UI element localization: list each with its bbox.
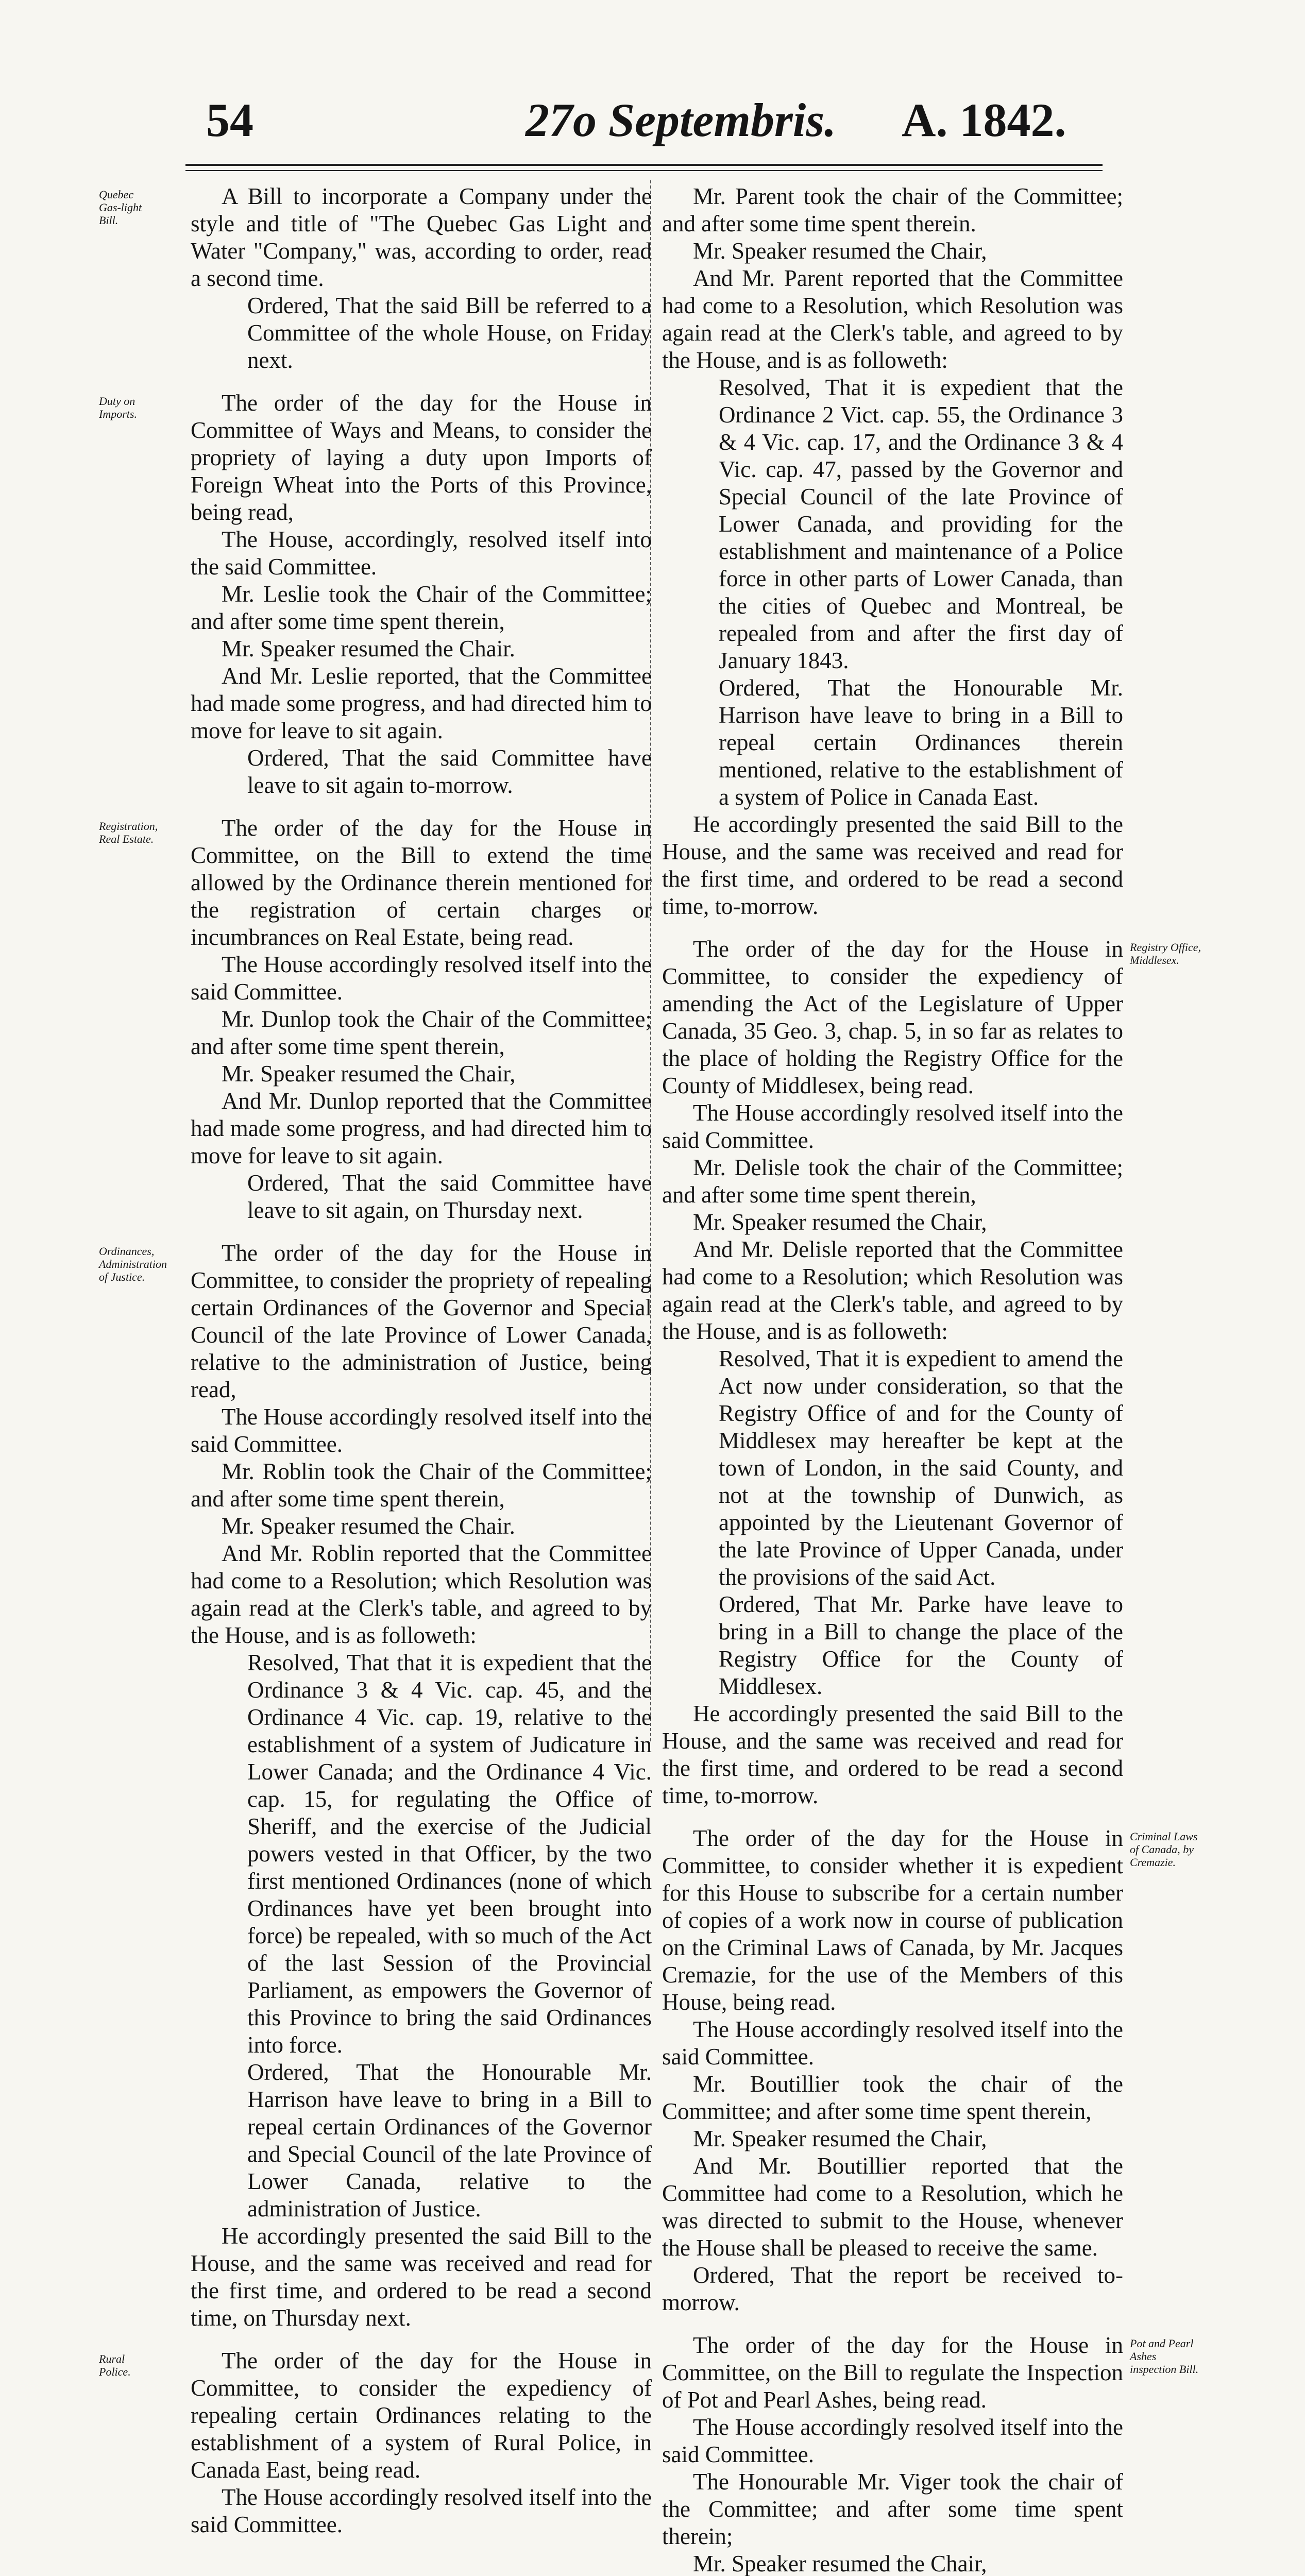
date-title: 27o Septembris. [526,94,837,146]
header-rule-thick [185,164,1103,166]
paragraph: The House, accordingly, resolved itself into the said Committee. [191,527,652,580]
paragraph: Ordered, That the said Committee have leave to sit again, on Thursday next. [247,1170,652,1223]
paragraph: Mr. Speaker resumed the Chair, [693,1209,987,1235]
paragraph: The House accordingly resolved itself into the said Committee. [191,2484,652,2537]
paragraph: Ordered, That the said Bill be referred to a Committee of the whole House, on Friday next. [247,293,652,373]
entry-quebec-gas-light-bill [99,183,652,374]
paragraph: Ordered, That the said Committee have leave to sit again to-morrow. [247,745,652,798]
page-number: 54 [206,94,253,146]
paragraph: And Mr. Leslie reported, that the Committee had made some progress, and had directed him to move for leave to sit again. [191,663,652,743]
paragraph: Ordered, That the Honourable Mr. Harrison have leave to bring in a Bill to repeal certain Ordinances of the Governor and Special Council of the late Province of Lower Canada, relative to the administration of Justice. [247,2059,652,2222]
paragraph: The House accordingly resolved itself into the said Committee. [662,2414,1123,2467]
paragraph: The House accordingly resolved itself into the said Committee. [191,952,652,1005]
paragraph: The order of the day for the House in Committee, to consider the expediency of amending the Act of the Legislature of Upper Canada, 35 Geo. 3, chap. 5, in so far as relates to the place of holding the Registry Office for the County of Middlesex, being read. [662,936,1123,1098]
paragraph: The House accordingly resolved itself into the said Committee. [662,2016,1123,2070]
paragraph: Resolved, That that it is expedient that the Ordinance 3 & 4 Vic. cap. 45, and the Ordinance 4 Vic. cap. 19, relative to the establishment of a system of Judicature in Lower Canada; and the Ordinance 4 Vic. cap. 15, for regulating the Office of Sheriff, and the exercise of the Judicial powers vested in that Officer, by the two first mentioned Ordinances (none of which Ordinances have yet been brought into force) be repealed, with so much of the Act of the last Session of the Provincial Parliament, as empowers the Governor of this Province to bring the said Ordinances into force. [247,1650,652,2058]
paragraph: The House accordingly resolved itself into the said Committee. [191,1404,652,1457]
page-header [0,88,1305,155]
paragraph: And Mr. Roblin reported that the Committee had come to a Resolution; which Resolution was again read at the Clerk's table, and agreed to by the House, and is as followeth: [191,1540,652,1648]
paragraph: The order of the day for the House in Committee, on the Bill to regulate the Inspection of Pot and Pearl Ashes, being read. [662,2332,1123,2413]
paragraph: And Mr. Parent reported that the Committee had come to a Resolution, which Resolution was again read at the Clerk's table, and agreed to by the House, and is as followeth: [662,265,1123,373]
right-column [662,183,1201,2576]
paragraph: Mr. Speaker resumed the Chair, [693,2551,987,2576]
paragraph: Mr. Speaker resumed the Chair, [693,238,987,264]
margin-note: Registration, Real Estate. [99,820,158,845]
paragraph: He accordingly presented the said Bill to the House, and the same was received and read for the first time, and ordered to be read a second time, to-morrow. [662,1701,1123,1808]
entry-criminal-laws-of-canada [662,1825,1198,2316]
paragraph: Mr. Speaker resumed the Chair. [222,636,515,662]
paragraph: The order of the day for the House in Committee, to consider the propriety of repealing certain Ordinances of the Governor and Special Council of the late Province of Lower Canada, relative to the administration of Justice, being read, [191,1240,652,1402]
paragraph: The Honourable Mr. Viger took the chair of the Committee; and after some time spent therein; [662,2469,1123,2549]
paragraph: Mr. Speaker resumed the Chair. [222,1513,515,1539]
paragraph: Ordered, That the Honourable Mr. Harrison have leave to bring in a Bill to repeal certain Ordinances therein mentioned, relative to the establishment of a system of Police in Canada East. [719,675,1123,810]
paragraph: Mr. Speaker resumed the Chair, [693,2126,987,2151]
margin-note: Ordinances, Administration of Justice. [99,1245,167,1283]
entry-rural-police [99,2347,652,2538]
paragraph: Mr. Speaker resumed the Chair, [222,1061,516,1087]
paragraph: And Mr. Dunlop reported that the Committee had made some progress, and had directed him to move for leave to sit again. [191,1088,652,1168]
paragraph: The order of the day for the House in Committee, to consider the expediency of repealing certain Ordinances relating to the establishment of a system of Rural Police, in Canada East, being read. [191,2348,652,2483]
paragraph: Resolved, That it is expedient that the Ordinance 2 Vict. cap. 55, the Ordinance 3 & 4 Vic. cap. 17, and the Ordinance 3 & 4 Vic. cap. 47, passed by the Governor and Special Council of the late Province of Lower Canada, and providing for the establishment and maintenance of a Police force in other parts of Lower Canada, than the cities of Quebec and Montreal, be repealed from and after the first day of January 1843. [719,375,1123,673]
paragraph: Mr. Delisle took the chair of the Committee; and after some time spent therein, [662,1155,1123,1208]
paragraph: Resolved, That it is expedient to amend the Act now under consideration, so that the Registry Office of and for the County of Middlesex may hereafter be kept at the town of London, in the said County, and not at the township of Dunwich, as appointed by the Lieutenant Governor of the late Province of Upper Canada, under the provisions of the said Act. [719,1346,1123,1590]
entry-registration-real-estate [99,815,652,1224]
paragraph: He accordingly presented the said Bill to the House, and the same was received and read for the first time, and ordered to be read a second time, to-morrow. [662,811,1123,919]
paragraph: Ordered, That the report be received to-morrow. [662,2262,1123,2315]
paragraph: He accordingly presented the said Bill to the House, and the same was received and read for the first time, and ordered to be read a second time, on Thursday next. [191,2223,652,2331]
margin-note: Criminal Laws of Canada, by Cremazie. [1130,1830,1198,1869]
margin-note: Rural Police. [99,2352,131,2378]
paragraph: A Bill to incorporate a Company under the style and title of "The Quebec Gas Light and Water "Company," was, according to order, read a second time. [191,183,652,291]
margin-note: Registry Office, Middlesex. [1130,941,1201,967]
paragraph: Mr. Boutillier took the chair of the Committee; and after some time spent therein, [662,2071,1123,2124]
paragraph: Mr. Parent took the chair of the Committee; and after some time spent therein. [662,183,1123,236]
left-column [99,183,652,2554]
paragraph: The order of the day for the House in Committee, on the Bill to extend the time allowed by the Ordinance therein mentioned for the registration of certain charges or incumbrances on Real Estate, being read. [191,815,652,950]
paragraph: The House accordingly resolved itself into the said Committee. [662,1100,1123,1153]
entry-ordinances-administration-of-justice [99,1240,652,2332]
margin-note: Quebec Gas-light Bill. [99,188,142,227]
header-rule-thin [185,170,1103,171]
entry-rural-police-continued [662,183,1123,920]
margin-note: Duty on Imports. [99,395,137,420]
entry-registry-office-middlesex [662,936,1201,1809]
year: A. 1842. [902,94,1066,146]
entry-pot-and-pearl-ashes [662,2332,1199,2576]
margin-note: Pot and Pearl Ashes inspection Bill. [1130,2337,1199,2376]
paragraph: The order of the day for the House in Committee of Ways and Means, to consider the propriety of laying a duty upon Imports of Foreign Wheat into the Ports of this Province, being read, [191,390,652,525]
entry-duty-on-imports [99,389,652,799]
paragraph: Mr. Dunlop took the Chair of the Committee; and after some time spent therein, [191,1006,652,1059]
paragraph: The order of the day for the House in Committee, to consider whether it is expedient for this House to subscribe for a certain number of copies of a work now in course of publication on the Criminal Laws of Canada, by Mr. Jacques Cremazie, for the use of the Members of this House, being read. [662,1825,1123,2015]
paragraph: And Mr. Boutillier reported that the Committee had come to a Resolution, which he was directed to submit to the House, whenever the House shall be pleased to receive the same. [662,2153,1123,2261]
paragraph: Ordered, That Mr. Parke have leave to bring in a Bill to change the place of the Registry Office for the County of Middlesex. [719,1591,1123,1699]
paragraph: And Mr. Delisle reported that the Committee had come to a Resolution; which Resolution was again read at the Clerk's table, and agreed to by the House, and is as followeth: [662,1236,1123,1344]
paragraph: Mr. Leslie took the Chair of the Committee; and after some time spent therein, [191,581,652,634]
paragraph: Mr. Roblin took the Chair of the Committee; and after some time spent therein, [191,1459,652,1512]
